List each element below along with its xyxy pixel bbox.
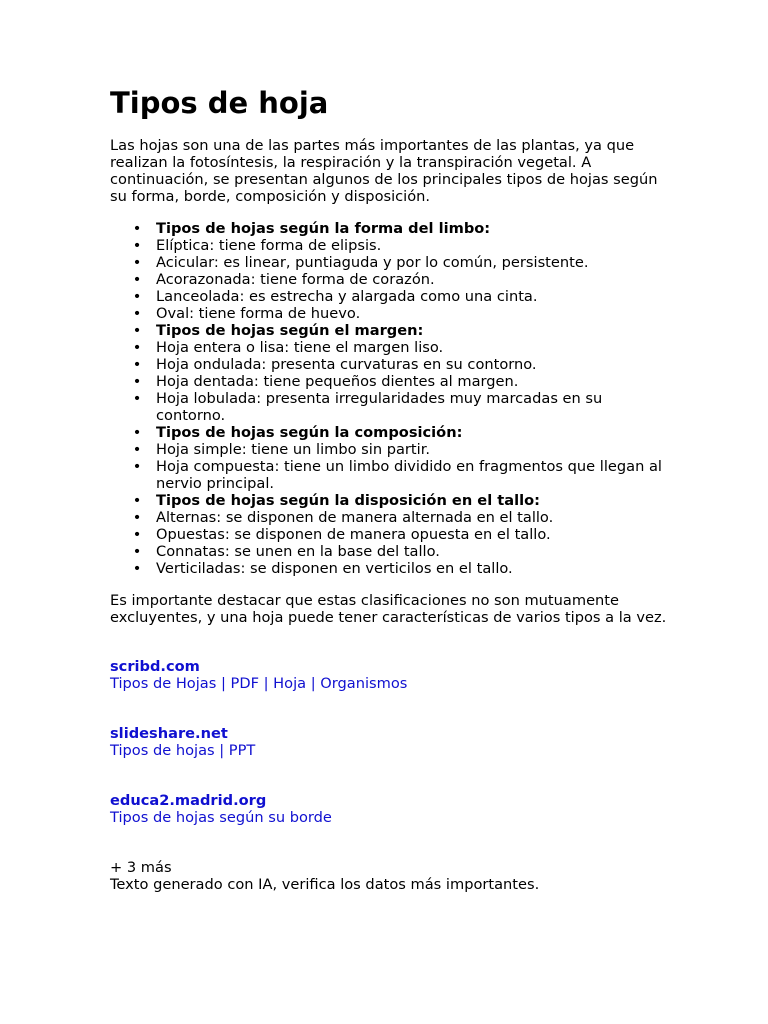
list-item <box>132 237 670 254</box>
ai-disclaimer: Texto generado con IA, verifica los datos más importantes. <box>110 876 540 893</box>
more-sources-block <box>110 859 670 893</box>
bullet-icon: • <box>132 220 142 237</box>
list-item <box>132 339 670 356</box>
list-item-text: Opuestas: se disponen de manera opuesta en el tallo. <box>156 526 551 543</box>
intro-paragraph: Las hojas son una de las partes más importantes de las plantas, ya que realizan la fotosíntesis, la respiración y la transpiración vegetal. A continuación, se presentan algunos de los principales tipos de hojas según su forma, borde, composición y disposición. <box>110 137 658 205</box>
list-item <box>132 509 670 526</box>
list-item-text: Connatas: se unen en la base del tallo. <box>156 543 440 560</box>
bullet-icon: • <box>132 288 142 305</box>
bullet-icon: • <box>132 237 142 254</box>
list-item-text: Hoja ondulada: presenta curvaturas en su contorno. <box>156 356 537 373</box>
list-item <box>132 322 670 339</box>
list-item <box>132 543 670 560</box>
list-item-text: Hoja compuesta: tiene un limbo dividido en fragmentos que llegan al nervio principal. <box>156 458 662 492</box>
leaf-types-list <box>110 220 670 577</box>
bullet-icon: • <box>132 458 142 475</box>
source-domain-link[interactable]: educa2.madrid.org <box>110 792 267 809</box>
list-item-text: Alternas: se disponen de manera alternada en el tallo. <box>156 509 554 526</box>
list-item-text: Tipos de hojas según el margen: <box>156 322 424 339</box>
list-item-text: Tipos de hojas según la disposición en el tallo: <box>156 492 540 509</box>
source-educa2 <box>110 792 670 826</box>
bullet-icon: • <box>132 373 142 390</box>
source-title-link[interactable]: Tipos de hojas | PPT <box>110 742 256 759</box>
list-item <box>132 424 670 441</box>
bullet-icon: • <box>132 339 142 356</box>
list-item <box>132 390 670 424</box>
list-item-text: Oval: tiene forma de huevo. <box>156 305 361 322</box>
source-title-link[interactable]: Tipos de Hojas | PDF | Hoja | Organismos <box>110 675 408 692</box>
bullet-icon: • <box>132 305 142 322</box>
list-item-text: Hoja lobulada: presenta irregularidades muy marcadas en su contorno. <box>156 390 603 424</box>
bullet-icon: • <box>132 271 142 288</box>
bullet-icon: • <box>132 441 142 458</box>
bullet-icon: • <box>132 390 142 407</box>
list-item-text: Verticiladas: se disponen en verticilos en el tallo. <box>156 560 513 577</box>
bullet-icon: • <box>132 560 142 577</box>
list-item-text: Elíptica: tiene forma de elipsis. <box>156 237 382 254</box>
list-item <box>132 492 670 509</box>
list-item <box>132 220 670 237</box>
list-item-text: Acicular: es linear, puntiaguda y por lo común, persistente. <box>156 254 589 271</box>
document-page <box>110 84 670 893</box>
list-item <box>132 288 670 305</box>
list-item <box>132 254 670 271</box>
list-item-text: Lanceolada: es estrecha y alargada como una cinta. <box>156 288 538 305</box>
source-domain-link[interactable]: scribd.com <box>110 658 200 675</box>
list-item <box>132 271 670 288</box>
bullet-icon: • <box>132 543 142 560</box>
bullet-icon: • <box>132 254 142 271</box>
page-title: Tipos de hoja <box>110 86 329 120</box>
source-domain-link[interactable]: slideshare.net <box>110 725 228 742</box>
list-item-text: Acorazonada: tiene forma de corazón. <box>156 271 435 288</box>
closing-paragraph: Es importante destacar que estas clasificaciones no son mutuamente excluyentes, y una hoja puede tener características de varios tipos a la vez. <box>110 592 667 626</box>
list-item <box>132 305 670 322</box>
source-slideshare <box>110 725 670 759</box>
list-item <box>132 441 670 458</box>
bullet-icon: • <box>132 526 142 543</box>
list-item-text: Hoja dentada: tiene pequeños dientes al margen. <box>156 373 519 390</box>
source-title-link[interactable]: Tipos de hojas según su borde <box>110 809 332 826</box>
list-item-text: Tipos de hojas según la forma del limbo: <box>156 220 491 237</box>
more-sources-count[interactable]: + 3 más <box>110 859 172 876</box>
list-item <box>132 560 670 577</box>
source-scribd <box>110 658 670 692</box>
bullet-icon: • <box>132 322 142 339</box>
bullet-icon: • <box>132 509 142 526</box>
bullet-icon: • <box>132 492 142 509</box>
list-item <box>132 526 670 543</box>
list-item-text: Tipos de hojas según la composición: <box>156 424 463 441</box>
list-item-text: Hoja simple: tiene un limbo sin partir. <box>156 441 431 458</box>
list-item <box>132 356 670 373</box>
list-item-text: Hoja entera o lisa: tiene el margen liso. <box>156 339 444 356</box>
list-item <box>132 373 670 390</box>
bullet-icon: • <box>132 424 142 441</box>
list-item <box>132 458 670 492</box>
bullet-icon: • <box>132 356 142 373</box>
